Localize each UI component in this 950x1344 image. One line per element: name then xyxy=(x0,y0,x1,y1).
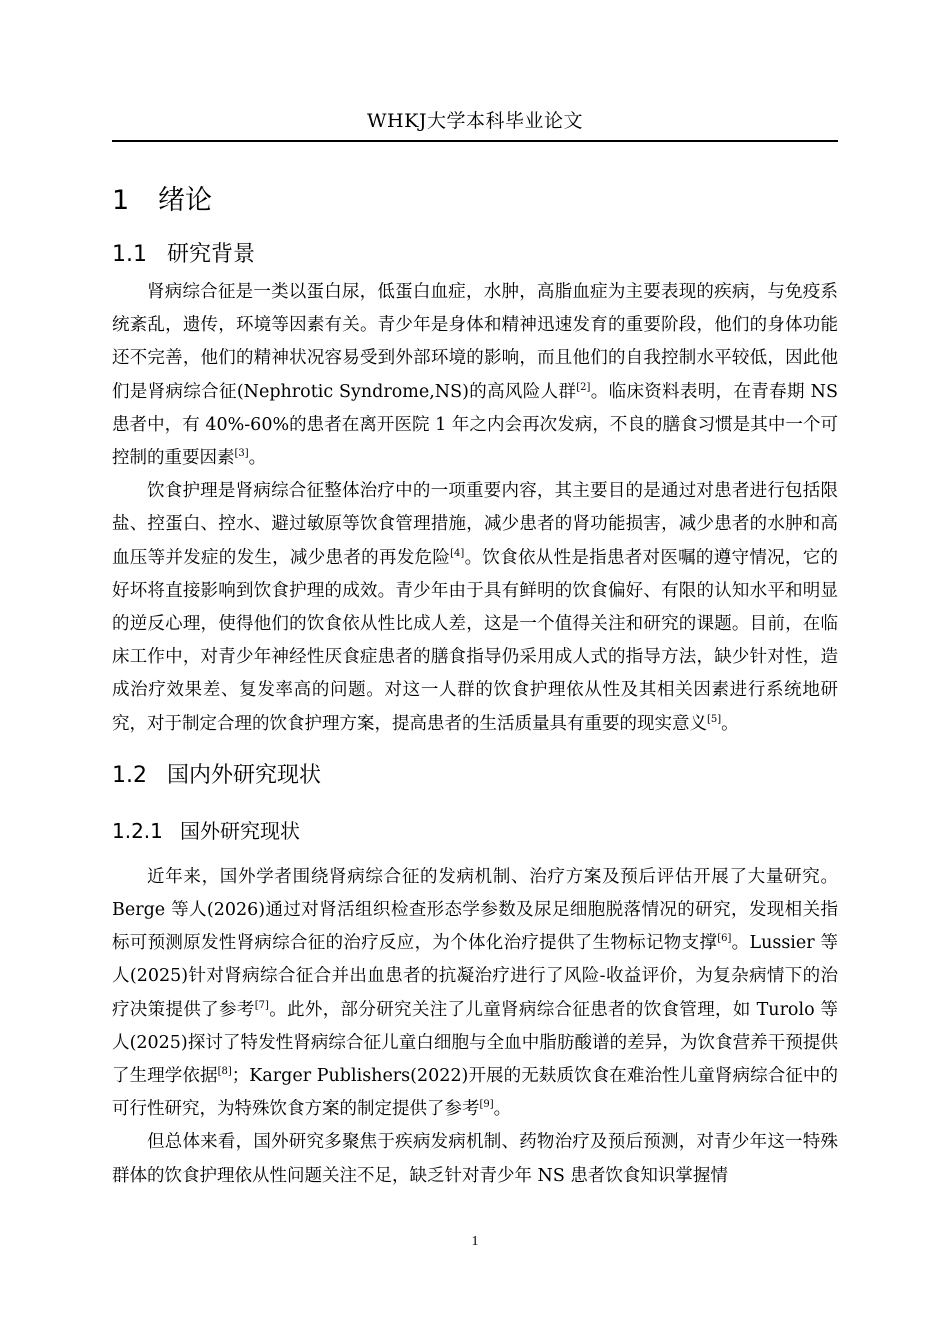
paragraph-text: 近年来，国外学者围绕肾病综合征的发病机制、治疗方案及预后评估开展了大量研究。Berge 等人(2026)通过对肾活组织检查形态学参数及尿足细胞脱落情况的研究，发现相关指标可预测原发性肾病综合征的治疗反应，为个体化治疗提供了生物标记物支撑 xyxy=(112,866,838,954)
section-title: 国内外研究现状 xyxy=(167,762,322,788)
paragraph-text: 。 xyxy=(721,713,739,734)
paragraph-text: 。此外，部分研究关注了儿童肾病综合征患者的饮食管理，如 Turolo 等人(2025)探讨了特发性肾病综合征儿童白细胞与全血中脂肪酸谱的差异，为饮食营养干预提供了生理学依据 xyxy=(112,999,839,1087)
section-number: 1.1 xyxy=(112,242,147,267)
section-heading-1-1 xyxy=(112,234,838,276)
paragraph-text: 。 xyxy=(493,1099,512,1120)
paragraph-text: 。饮食依从性是指患者对医嘱的遵守情况，它的好坏将直接影响到饮食护理的成效。青少年由于具有鲜明的饮食偏好、有限的认知水平和明显的逆反心理，使得他们的饮食依从性比成人差，这是一个值得关注和研究的课题。目前，在临床工作中，对青少年神经性厌食症患者的膳食指导仍采用成人式的指导方法，缺少针对性，造成治疗效果差、复发率高的问题。对这一人群的饮食护理依从性及其相关因素进行系统地研究，对于制定合理的饮食护理方案，提高患者的生活质量具有重要的现实意义 xyxy=(112,547,839,734)
citation-ref: [8] xyxy=(217,1066,232,1078)
citation-ref: [3] xyxy=(234,448,249,460)
header-rule xyxy=(112,140,838,142)
page-content xyxy=(112,168,838,1193)
body-paragraph xyxy=(112,1126,838,1192)
section-number: 1.2 xyxy=(112,762,147,788)
body-paragraph xyxy=(112,475,838,741)
paragraph-text: 。Lussier 等人(2025)针对肾病综合征合并出血患者的抗凝治疗进行了风险-收益评价，为复杂病情下的治疗决策提供了参考 xyxy=(112,933,838,1020)
chapter-number: 1 xyxy=(112,185,130,216)
paragraph-text: 肾病综合征是一类以蛋白尿，低蛋白血症，水肿，高脂血症为主要表现的疾病，与免疫系统紊乱，遗传，环境等因素有关。青少年是身体和精神迅速发育的重要阶段，他们的身体功能还不完善，他们的精神状况容易受到外部环境的影响，而且他们的自我控制水平较低，因此他们是肾病综合征(Nephrotic Syndrome,NS)的高风险人群 xyxy=(112,282,838,402)
paragraph-text: 但总体来看，国外研究多聚焦于疾病发病机制、药物治疗及预后预测，对青少年这一特殊群体的饮食护理依从性问题关注不足，缺乏针对青少年 NS 患者饮食知识掌握情 xyxy=(112,1132,838,1186)
citation-ref: [9] xyxy=(479,1099,494,1111)
paragraph-text: ；Karger Publishers(2022)开展的无麸质饮食在难治性儿童肾病综合征中的可行性研究，为特殊饮食方案的制定提供了参考 xyxy=(112,1066,839,1120)
citation-ref: [5] xyxy=(707,713,722,725)
paragraph-text: 。 xyxy=(248,448,267,469)
citation-ref: [2] xyxy=(576,381,591,393)
chapter-title: 绪论 xyxy=(158,185,212,216)
citation-ref: [6] xyxy=(717,933,732,945)
citation-ref: [7] xyxy=(254,999,269,1011)
paragraph-text: 饮食护理是肾病综合征整体治疗中的一项重要内容，其主要目的是通过对患者进行包括限盐、控蛋白、控水、避过敏原等饮食管理措施，减少患者的肾功能损害，减少患者的水肿和高血压等并发症的发生，减少患者的再发危险 xyxy=(112,481,838,568)
chapter-heading xyxy=(112,176,838,226)
citation-ref: [4] xyxy=(450,547,465,559)
subsection-heading-1-2-1 xyxy=(112,807,838,855)
subsection-number: 1.2.1 xyxy=(112,818,163,843)
subsection-title: 国外研究现状 xyxy=(180,818,300,843)
body-paragraph xyxy=(112,276,838,475)
section-heading-1-2 xyxy=(112,755,838,797)
page-number: 1 xyxy=(471,1234,479,1249)
body-paragraph xyxy=(112,861,838,1127)
running-header: WHKJ大学本科毕业论文 xyxy=(367,110,583,132)
section-title: 研究背景 xyxy=(167,242,256,267)
paragraph-text: 。临床资料表明，在青春期 NS 患者中，有 40%-60%的患者在离开医院 1 年之内会再次发病，不良的膳食习惯是其中一个可控制的重要因素 xyxy=(112,381,838,469)
